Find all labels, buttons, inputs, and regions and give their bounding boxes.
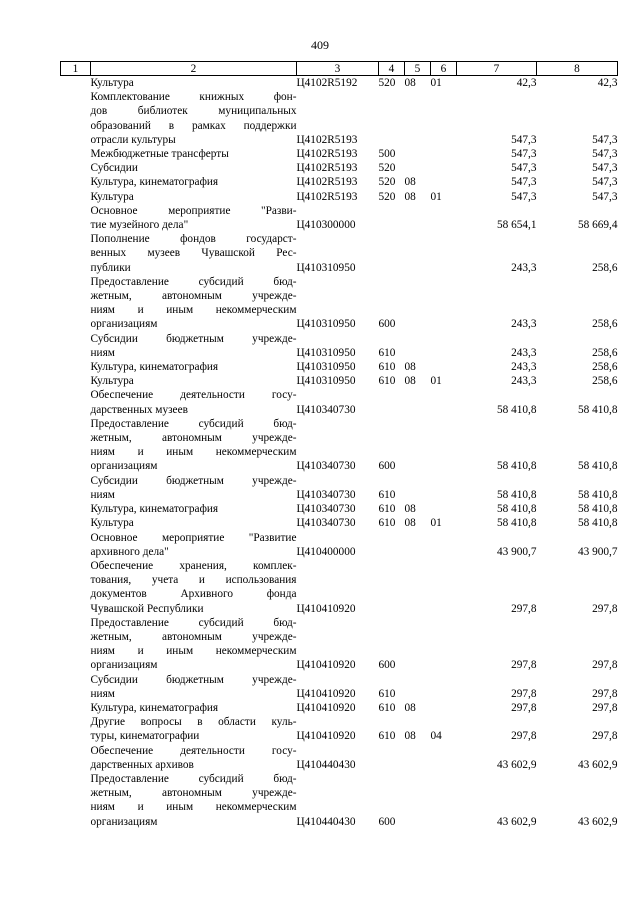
row-value-2-cell: 297,8	[592, 602, 618, 615]
row-value-1-cell: 547,3	[511, 133, 537, 146]
row-value-1-cell: 547,3	[511, 162, 537, 175]
row-value-1-cell: 297,8	[511, 701, 537, 714]
row-index-cell	[61, 616, 91, 673]
row-vr-cell: 610	[378, 701, 396, 714]
row-vr-cell: 610	[378, 375, 396, 388]
row-code-cell: Ц410310950	[296, 361, 356, 374]
row-index-cell	[61, 701, 91, 715]
row-value-1-cell: 58 410,8	[496, 460, 537, 473]
header-col-6: 6	[431, 62, 457, 76]
row-value-2-cell: 547,3	[592, 162, 618, 175]
row-value-2-cell: 258,6	[592, 261, 618, 274]
row-code-cell: Ц4102R5193	[296, 190, 358, 203]
row-name-line: организациям	[90, 815, 158, 828]
row-value-1-cell: 58 410,8	[496, 517, 537, 530]
table-row	[61, 474, 618, 502]
row-name-line: жетным, автономным учрежде-	[90, 787, 297, 800]
row-name-line: Культура	[90, 77, 134, 89]
row-name-line: организациям	[90, 659, 158, 672]
row-value-2-cell: 43 900,7	[577, 545, 618, 558]
row-code-cell: Ц410340730	[296, 517, 356, 530]
budget-table	[60, 61, 618, 829]
table-row	[61, 417, 618, 474]
row-name-line: Межбюджетные трансферты	[90, 148, 229, 161]
row-value-2-cell: 547,3	[592, 148, 618, 161]
row-pr-cell	[431, 417, 457, 474]
row-value-1-cell: 297,8	[511, 602, 537, 615]
row-rz-cell	[405, 559, 431, 616]
header-col-5: 5	[405, 62, 431, 76]
row-value-2-cell: 547,3	[592, 176, 618, 189]
table-header-row	[61, 62, 618, 76]
row-value-1-cell: 58 410,8	[496, 403, 537, 416]
row-rz-cell: 08	[404, 701, 416, 714]
row-name-cell	[91, 559, 297, 616]
row-vr-cell: 610	[378, 346, 396, 359]
row-index-cell	[61, 90, 91, 147]
row-name-cell	[91, 516, 297, 530]
row-index-cell	[61, 474, 91, 502]
row-name-line: архивного дела"	[90, 545, 169, 558]
table-row	[61, 701, 618, 715]
row-name-line: Субсидии	[90, 162, 138, 175]
row-index-cell	[61, 374, 91, 388]
row-value-1-cell: 43 602,9	[496, 758, 537, 771]
row-value-1-cell: 43 900,7	[496, 545, 537, 558]
table-row	[61, 772, 618, 829]
row-name-line: ниям	[90, 488, 115, 501]
row-name-line: Предоставление субсидий бюд-	[90, 772, 297, 785]
table-row	[61, 374, 618, 388]
table-row	[61, 744, 618, 772]
table-row	[61, 204, 618, 232]
row-name-cell	[91, 474, 297, 502]
row-name-line: Пополнение фондов государст-	[90, 233, 297, 246]
row-name-cell	[91, 232, 297, 275]
row-index-cell	[61, 502, 91, 516]
row-value-2-cell: 58 410,8	[577, 460, 618, 473]
row-code-cell: Ц410340730	[296, 488, 356, 501]
row-name-line: Обеспечение деятельности госу-	[90, 389, 297, 402]
row-code-cell: Ц4102R5193	[296, 133, 358, 146]
row-value-2-cell: 58 669,4	[577, 219, 618, 232]
row-pr-cell	[431, 360, 457, 374]
row-pr-cell: 01	[430, 190, 442, 203]
row-code-cell: Ц410440430	[296, 815, 356, 828]
row-name-line: отрасли культуры	[90, 133, 176, 146]
row-pr-cell	[431, 531, 457, 559]
table-row	[61, 516, 618, 530]
row-name-cell	[91, 374, 297, 388]
row-value-2-cell: 43 602,9	[577, 758, 618, 771]
row-name-cell	[91, 701, 297, 715]
row-code-cell: Ц4102R5193	[296, 148, 358, 161]
row-name-cell	[91, 175, 297, 189]
row-value-2-cell: 42,3	[597, 77, 618, 89]
row-name-line: ниям	[90, 346, 115, 359]
row-value-1-cell: 243,3	[511, 361, 537, 374]
row-rz-cell	[405, 772, 431, 829]
row-index-cell	[61, 715, 91, 743]
row-rz-cell	[405, 388, 431, 416]
row-code-cell: Ц410310950	[296, 375, 356, 388]
row-pr-cell: 01	[430, 517, 442, 530]
row-name-line: Культура, кинематография	[90, 176, 219, 189]
row-name-cell	[91, 275, 297, 332]
row-vr-cell: 610	[378, 503, 396, 516]
row-name-cell	[91, 90, 297, 147]
row-code-cell: Ц410410920	[296, 602, 356, 615]
row-name-line: ниям	[90, 687, 115, 700]
row-pr-cell	[431, 388, 457, 416]
row-name-line: Субсидии бюджетным учрежде-	[90, 474, 297, 487]
row-name-cell	[91, 161, 297, 175]
row-name-cell	[91, 204, 297, 232]
table-row	[61, 531, 618, 559]
row-vr-cell	[379, 744, 405, 772]
row-vr-cell	[379, 559, 405, 616]
row-rz-cell: 08	[404, 77, 416, 89]
table-row	[61, 360, 618, 374]
row-code-cell: Ц410400000	[296, 545, 356, 558]
row-value-2-cell: 58 410,8	[577, 488, 618, 501]
row-name-line: Основное мероприятие "Развитие	[90, 531, 297, 544]
row-rz-cell	[405, 275, 431, 332]
row-index-cell	[61, 531, 91, 559]
row-value-2-cell: 58 410,8	[577, 517, 618, 530]
row-pr-cell: 01	[430, 375, 442, 388]
row-value-1-cell: 243,3	[511, 261, 537, 274]
row-value-1-cell: 547,3	[511, 176, 537, 189]
row-name-line: организациям	[90, 460, 158, 473]
row-value-1-cell: 43 602,9	[496, 815, 537, 828]
row-name-line: Субсидии бюджетным учрежде-	[90, 673, 297, 686]
row-name-cell	[91, 744, 297, 772]
row-rz-cell: 08	[404, 730, 416, 743]
row-name-line: туры, кинематографии	[90, 730, 200, 743]
row-index-cell	[61, 175, 91, 189]
table-row	[61, 502, 618, 516]
row-name-cell	[91, 388, 297, 416]
row-index-cell	[61, 332, 91, 360]
row-vr-cell: 610	[378, 730, 396, 743]
row-vr-cell: 500	[378, 148, 396, 161]
row-index-cell	[61, 204, 91, 232]
row-pr-cell	[431, 275, 457, 332]
row-name-cell	[91, 772, 297, 829]
header-col-7: 7	[457, 62, 537, 76]
row-name-line: документов Архивного фонда	[90, 588, 297, 601]
row-code-cell: Ц410310950	[296, 261, 356, 274]
row-code-cell: Ц4102R5192	[296, 77, 358, 89]
row-rz-cell	[405, 232, 431, 275]
row-index-cell	[61, 232, 91, 275]
row-value-1-cell: 243,3	[511, 346, 537, 359]
row-name-line: Культура, кинематография	[90, 503, 219, 516]
header-col-3: 3	[297, 62, 379, 76]
row-pr-cell	[431, 502, 457, 516]
row-pr-cell	[431, 332, 457, 360]
row-value-2-cell: 297,8	[592, 730, 618, 743]
row-vr-cell: 520	[378, 162, 396, 175]
row-value-2-cell: 258,6	[592, 375, 618, 388]
row-value-2-cell: 258,6	[592, 318, 618, 331]
row-pr-cell	[431, 616, 457, 673]
row-value-2-cell: 547,3	[592, 190, 618, 203]
row-rz-cell	[405, 616, 431, 673]
row-rz-cell: 08	[404, 190, 416, 203]
row-index-cell	[61, 388, 91, 416]
row-value-1-cell: 58 410,8	[496, 503, 537, 516]
table-row	[61, 147, 618, 161]
row-vr-cell	[379, 204, 405, 232]
row-code-cell: Ц410340730	[296, 503, 356, 516]
row-rz-cell: 08	[404, 361, 416, 374]
row-name-line: жетным, автономным учрежде-	[90, 290, 297, 303]
table-row	[61, 90, 618, 147]
row-name-line: организациям	[90, 318, 158, 331]
row-name-line: дарственных музеев	[90, 403, 188, 416]
row-value-2-cell: 43 602,9	[577, 815, 618, 828]
row-name-line: Другие вопросы в области куль-	[90, 716, 297, 729]
row-code-cell: Ц410410920	[296, 730, 356, 743]
row-pr-cell	[431, 559, 457, 616]
row-index-cell	[61, 360, 91, 374]
row-value-1-cell: 547,3	[511, 190, 537, 203]
row-value-1-cell: 297,8	[511, 730, 537, 743]
row-vr-cell	[379, 232, 405, 275]
row-vr-cell	[379, 531, 405, 559]
row-value-1-cell: 58 654,1	[496, 219, 537, 232]
row-index-cell	[61, 516, 91, 530]
row-name-line: Чувашской Республики	[90, 602, 204, 615]
row-code-cell: Ц410310950	[296, 346, 356, 359]
row-name-line: Культура	[90, 517, 134, 530]
row-vr-cell	[379, 388, 405, 416]
row-vr-cell: 600	[378, 659, 396, 672]
row-rz-cell	[405, 204, 431, 232]
row-value-1-cell: 297,8	[511, 687, 537, 700]
row-rz-cell: 08	[404, 375, 416, 388]
row-code-cell: Ц4102R5193	[296, 162, 358, 175]
row-name-cell	[91, 360, 297, 374]
row-code-cell: Ц410310950	[296, 318, 356, 331]
row-name-cell	[91, 76, 297, 91]
row-value-2-cell: 297,8	[592, 701, 618, 714]
table-row	[61, 275, 618, 332]
row-index-cell	[61, 673, 91, 701]
row-vr-cell: 600	[378, 815, 396, 828]
row-value-2-cell: 297,8	[592, 659, 618, 672]
row-name-line: ниям и иным некоммерческим	[90, 801, 297, 814]
row-name-cell	[91, 715, 297, 743]
row-vr-cell: 610	[378, 361, 396, 374]
table-row	[61, 715, 618, 743]
row-vr-cell: 520	[378, 77, 396, 89]
row-name-cell	[91, 531, 297, 559]
row-index-cell	[61, 417, 91, 474]
row-name-cell	[91, 673, 297, 701]
row-value-1-cell: 547,3	[511, 148, 537, 161]
header-col-2: 2	[91, 62, 297, 76]
row-index-cell	[61, 190, 91, 204]
table-row	[61, 175, 618, 189]
row-name-line: жетным, автономным учрежде-	[90, 432, 297, 445]
row-index-cell	[61, 772, 91, 829]
row-rz-cell	[405, 417, 431, 474]
row-pr-cell	[431, 701, 457, 715]
row-name-line: Субсидии бюджетным учрежде-	[90, 332, 297, 345]
row-name-line: жетным, автономным учрежде-	[90, 630, 297, 643]
row-pr-cell	[431, 90, 457, 147]
row-pr-cell	[431, 744, 457, 772]
row-code-cell: Ц410410920	[296, 687, 356, 700]
row-rz-cell	[405, 161, 431, 175]
row-name-line: тие музейного дела"	[90, 219, 189, 232]
row-name-cell	[91, 190, 297, 204]
row-code-cell: Ц410410920	[296, 701, 356, 714]
row-value-2-cell: 258,6	[592, 346, 618, 359]
table-row	[61, 616, 618, 673]
row-value-1-cell: 58 410,8	[496, 488, 537, 501]
row-name-line: образований в рамках поддержки	[90, 119, 297, 132]
row-code-cell: Ц410300000	[296, 219, 356, 232]
table-row	[61, 673, 618, 701]
row-index-cell	[61, 161, 91, 175]
table-row	[61, 559, 618, 616]
row-name-cell	[91, 147, 297, 161]
table-row	[61, 332, 618, 360]
row-name-cell	[91, 332, 297, 360]
header-col-1: 1	[61, 62, 91, 76]
row-name-cell	[91, 417, 297, 474]
row-name-line: Культура	[90, 190, 134, 203]
row-pr-cell	[431, 204, 457, 232]
row-value-1-cell: 243,3	[511, 375, 537, 388]
row-code-cell: Ц410410920	[296, 659, 356, 672]
row-vr-cell: 600	[378, 318, 396, 331]
row-name-line: Культура, кинематография	[90, 701, 219, 714]
row-name-line: ниям и иным некоммерческим	[90, 304, 297, 317]
row-pr-cell: 04	[430, 730, 442, 743]
row-rz-cell: 08	[404, 517, 416, 530]
row-name-line: ниям и иным некоммерческим	[90, 645, 297, 658]
row-name-line: Комплектование книжных фон-	[90, 91, 297, 104]
row-name-line: Обеспечение деятельности госу-	[90, 744, 297, 757]
table-row	[61, 161, 618, 175]
row-rz-cell	[405, 531, 431, 559]
row-name-cell	[91, 616, 297, 673]
row-name-line: венных музеев Чувашской Рес-	[90, 247, 297, 260]
row-rz-cell	[405, 744, 431, 772]
row-rz-cell	[405, 673, 431, 701]
row-vr-cell: 600	[378, 460, 396, 473]
row-name-line: Культура, кинематография	[90, 361, 219, 374]
row-pr-cell	[431, 232, 457, 275]
row-vr-cell: 520	[378, 190, 396, 203]
row-name-line: Предоставление субсидий бюд-	[90, 275, 297, 288]
row-name-cell	[91, 502, 297, 516]
table-row	[61, 190, 618, 204]
row-pr-cell: 01	[430, 77, 442, 89]
row-vr-cell: 610	[378, 517, 396, 530]
row-index-cell	[61, 147, 91, 161]
row-pr-cell	[431, 474, 457, 502]
row-value-2-cell: 58 410,8	[577, 503, 618, 516]
row-index-cell	[61, 559, 91, 616]
row-name-line: дарственных архивов	[90, 758, 194, 771]
row-pr-cell	[431, 673, 457, 701]
row-rz-cell	[405, 332, 431, 360]
row-rz-cell	[405, 90, 431, 147]
table-row	[61, 232, 618, 275]
row-code-cell: Ц4102R5193	[296, 176, 358, 189]
row-index-cell	[61, 744, 91, 772]
row-vr-cell	[379, 90, 405, 147]
row-value-2-cell: 258,6	[592, 361, 618, 374]
row-code-cell: Ц410340730	[296, 460, 356, 473]
row-rz-cell	[405, 474, 431, 502]
row-code-cell: Ц410340730	[296, 403, 356, 416]
row-name-line: Предоставление субсидий бюд-	[90, 616, 297, 629]
row-vr-cell: 610	[378, 488, 396, 501]
row-value-1-cell: 42,3	[516, 77, 537, 89]
row-rz-cell	[405, 147, 431, 161]
row-name-line: Основное мероприятие "Разви-	[90, 204, 297, 217]
row-code-cell: Ц410440430	[296, 758, 356, 771]
row-index-cell	[61, 275, 91, 332]
table-body	[61, 76, 618, 829]
header-col-8: 8	[537, 62, 618, 76]
row-name-line: ниям и иным некоммерческим	[90, 446, 297, 459]
row-pr-cell	[431, 161, 457, 175]
row-name-line: тования, учета и использования	[90, 574, 297, 587]
table-row	[61, 76, 618, 91]
row-name-line: Культура	[90, 375, 134, 388]
header-col-4: 4	[379, 62, 405, 76]
row-index-cell	[61, 76, 91, 91]
row-value-1-cell: 243,3	[511, 318, 537, 331]
row-value-2-cell: 297,8	[592, 687, 618, 700]
row-name-line: дов библиотек муниципальных	[90, 105, 297, 118]
row-rz-cell: 08	[404, 503, 416, 516]
row-pr-cell	[431, 175, 457, 189]
page-number: 409	[311, 38, 329, 52]
row-value-2-cell: 58 410,8	[577, 403, 618, 416]
row-rz-cell: 08	[404, 176, 416, 189]
row-value-2-cell: 547,3	[592, 133, 618, 146]
table-row	[61, 388, 618, 416]
row-vr-cell: 610	[378, 687, 396, 700]
row-value-1-cell: 297,8	[511, 659, 537, 672]
row-name-line: публики	[90, 261, 131, 274]
row-pr-cell	[431, 772, 457, 829]
row-name-line: Предоставление субсидий бюд-	[90, 417, 297, 430]
row-vr-cell: 520	[378, 176, 396, 189]
row-name-line: Обеспечение хранения, комплек-	[90, 559, 297, 572]
row-pr-cell	[431, 147, 457, 161]
